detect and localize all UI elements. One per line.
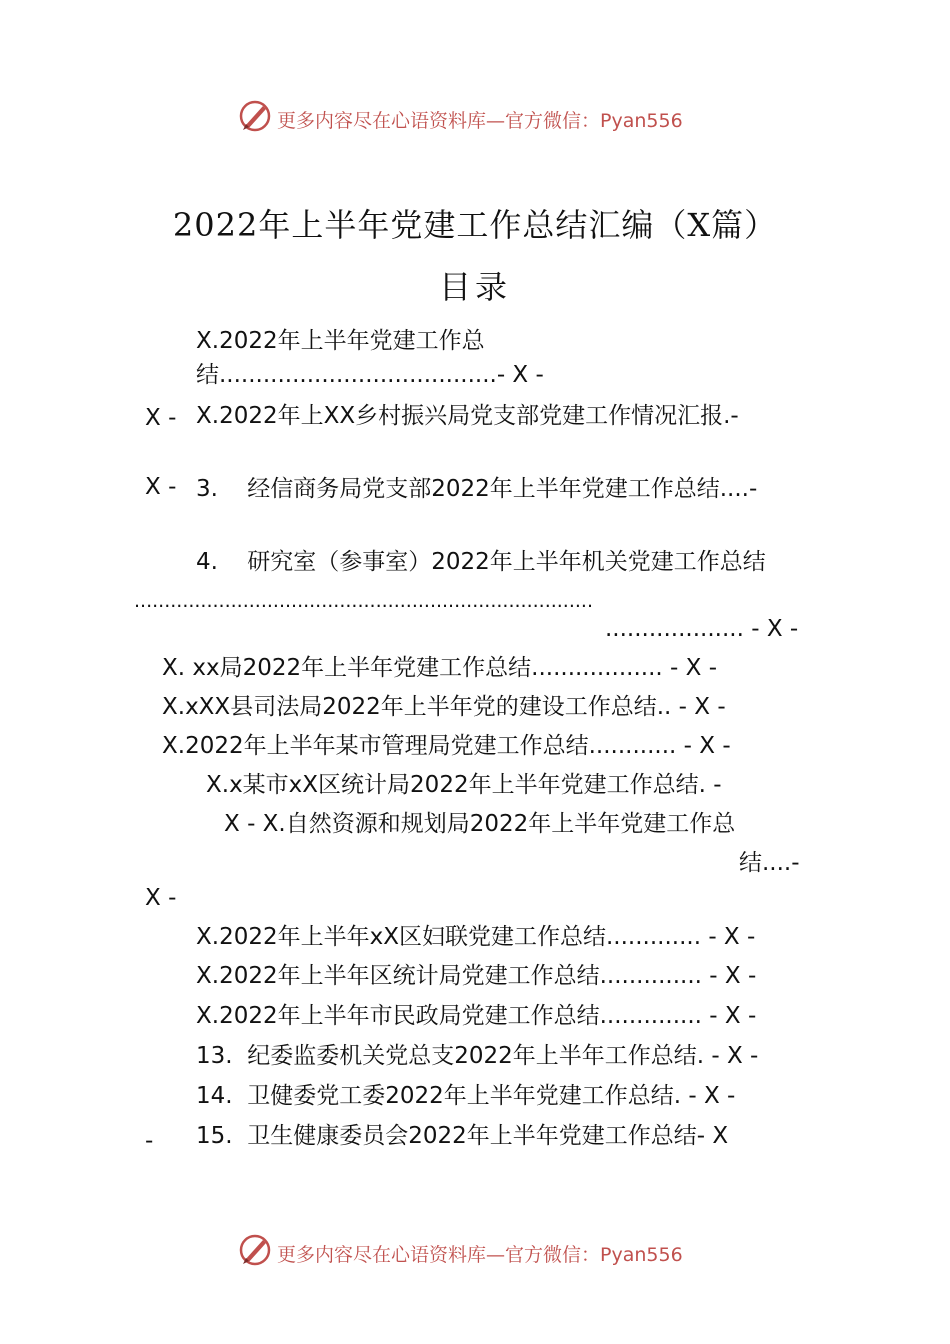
toc-line: 结....-	[739, 850, 800, 876]
toc-line: 14. 卫健委党工委2022年上半年党建工作总结. - X -	[196, 1083, 736, 1109]
toc-line: X.x某市xX区统计局2022年上半年党建工作总结. -	[206, 772, 722, 798]
watermark-text: 更多内容尽在心语资料库—官方微信：	[277, 110, 601, 132]
toc-line: X - X.自然资源和规划局2022年上半年党建工作总	[224, 811, 736, 837]
toc-line: -	[145, 1128, 154, 1154]
toc-line: 结......................................- X -	[196, 362, 544, 388]
toc-line: X.2022年上XX乡村振兴局党支部党建工作情况汇报.-	[196, 403, 739, 429]
watermark-wechat-id: Pyan556	[600, 1244, 683, 1266]
pen-logo-icon	[237, 98, 273, 134]
watermark-bottom	[0, 1232, 950, 1272]
pen-logo-icon	[237, 1232, 273, 1268]
toc-line: X.xXX县司法局2022年上半年党的建设工作总结.. - X -	[162, 694, 726, 720]
toc-line: X.2022年上半年区统计局党建工作总结.............. - X -	[196, 963, 757, 989]
toc-line: 15. 卫生健康委员会2022年上半年党建工作总结- X	[196, 1123, 729, 1149]
toc-line: ................... - X -	[605, 616, 799, 642]
toc-line: 4. 研究室（参事室）2022年上半年机关党建工作总结	[196, 549, 766, 575]
toc-line: 3. 经信商务局党支部2022年上半年党建工作总结....-	[196, 476, 758, 502]
document-title: 2022年上半年党建工作总结汇编（X篇）	[172, 206, 778, 244]
toc-line: 13. 纪委监委机关党总支2022年上半年工作总结. - X -	[196, 1043, 759, 1069]
toc-line: X.2022年上半年党建工作总	[196, 328, 485, 354]
toc-line: ............................................................................	[134, 590, 594, 612]
toc-line: X.2022年上半年某市管理局党建工作总结............ - X -	[162, 733, 731, 759]
toc-line: X -	[145, 405, 177, 431]
toc-line: X -	[145, 474, 177, 500]
watermark-text: 更多内容尽在心语资料库—官方微信：	[277, 1244, 601, 1266]
toc-line: X.2022年上半年市民政局党建工作总结.............. - X -	[196, 1003, 757, 1029]
toc-line: X -	[145, 885, 177, 911]
toc-line: X. xx局2022年上半年党建工作总结.................. - X -	[162, 655, 718, 681]
toc-heading: 目录	[438, 268, 511, 306]
toc-line: X.2022年上半年xX区妇联党建工作总结............. - X -	[196, 924, 756, 950]
watermark-top	[0, 98, 950, 138]
watermark-wechat-id: Pyan556	[600, 110, 683, 132]
